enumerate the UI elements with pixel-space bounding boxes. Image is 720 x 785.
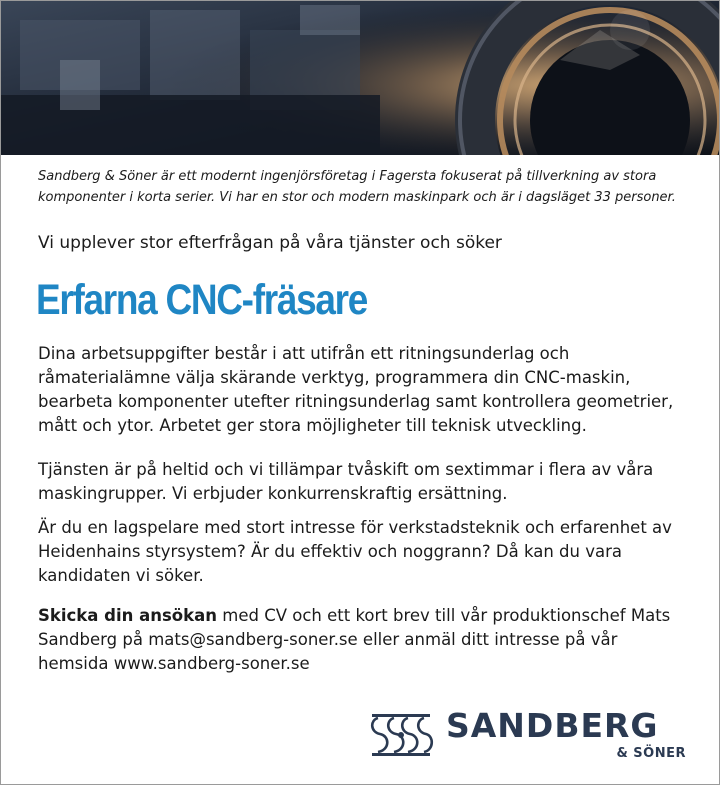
apply-paragraph bbox=[38, 604, 688, 676]
terms-paragraph: Tjänsten är på heltid och vi tillämpar tvåskift om sextimmar i flera av våra maskingrupper. Vi erbjuder konkurrenskraftig ersättning. bbox=[38, 460, 654, 503]
company-logo bbox=[368, 700, 698, 770]
logo-name: SANDBERG bbox=[446, 706, 659, 745]
apply-lead: Skicka din ansökan bbox=[38, 606, 217, 625]
logo-subtitle: & SÖNER bbox=[616, 746, 686, 761]
lead-text: Vi upplever stor efterfrågan på våra tjänster och söker bbox=[38, 233, 502, 253]
profile-paragraph: Är du en lagspelare med stort intresse för verkstadsteknik och erfarenhet av Heidenhains styrsystem? Är du effektiv och noggrann? Då kan du vara kandidaten vi söker. bbox=[38, 518, 672, 585]
job-title-headline: Erfarna CNC-fräsare bbox=[36, 276, 368, 324]
tasks-paragraph: Dina arbetsuppgifter består i att utifrån ett ritningsunderlag och råmaterialämne välja skärande verktyg, programmera din CNC-maskin, bearbeta komponenter utefter ritningsunderlag samt kontrollera geometrier, mått och ytor. Arbetet ger stora möjligheter till teknisk utveckling. bbox=[38, 344, 674, 435]
apply-text-1: med CV och ett kort brev till vår produktionschef Mats Sandberg på bbox=[38, 606, 671, 649]
website-link[interactable]: www.sandberg-soner.se bbox=[113, 654, 310, 673]
hero-image bbox=[0, 0, 720, 155]
monogram-sandberg-icon bbox=[368, 710, 434, 760]
machine-photo-illustration bbox=[0, 0, 720, 155]
company-intro: Sandberg & Söner är ett modernt ingenjörsföretag i Fagersta fokuserat på tillverkning av stora komponenter i korta serier. Vi har en stor och modern maskinpark och är i dagsläget 33 personer. bbox=[38, 169, 676, 205]
apply-text-2: eller anmäl ditt intresse på vår hemsida bbox=[38, 630, 618, 673]
email-link[interactable]: mats@sandberg-soner.se bbox=[148, 630, 358, 649]
